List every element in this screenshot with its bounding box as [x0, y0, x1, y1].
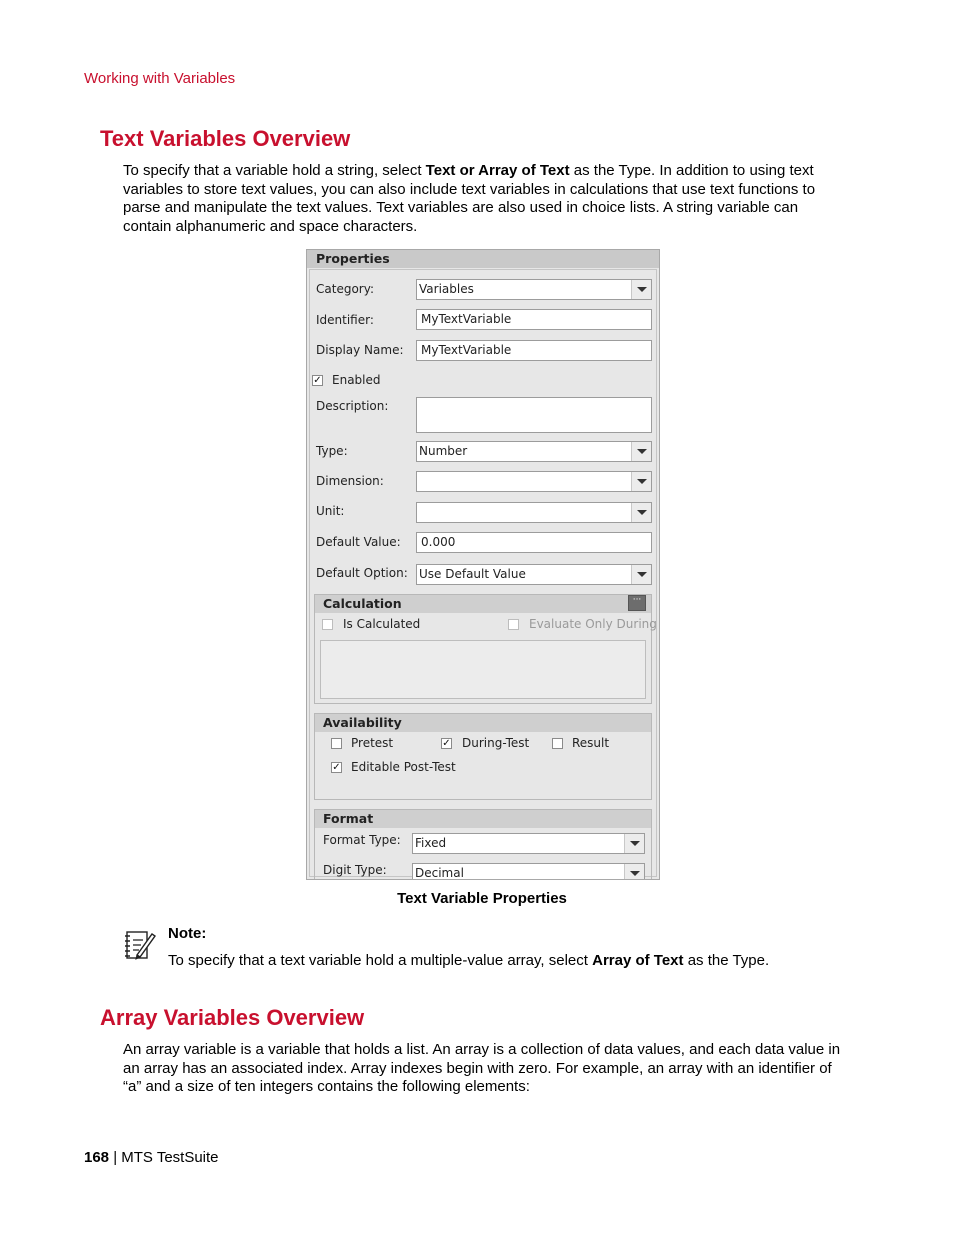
chevron-down-icon — [631, 472, 651, 491]
unit-dropdown[interactable] — [416, 502, 652, 523]
calculation-expression-box[interactable] — [320, 640, 646, 699]
note-text-part: To specify that a text variable hold a multiple-value array, select — [168, 952, 593, 969]
properties-panel-figure — [306, 249, 660, 880]
footer-product: MTS TestSuite — [121, 1149, 219, 1166]
para-text: To specify that a variable hold a string, select — [123, 162, 426, 179]
type-dropdown[interactable] — [416, 441, 652, 462]
footer-separator: | — [109, 1149, 122, 1166]
type-label: Type: — [316, 444, 348, 458]
para-text-cont: as the Type. In addition to using text variables to store text values, you can also include text variables in calculations that use text functions to parse and manipulate the text values. Text variables are also used in choice lists. A string variable can contain alphanumeric and space characters. — [123, 162, 816, 236]
chevron-down-icon — [631, 280, 651, 299]
evaluate-only-checkbox[interactable] — [508, 619, 519, 630]
is-calculated-checkbox[interactable] — [322, 619, 333, 630]
chevron-down-icon — [631, 503, 651, 522]
note-icon — [124, 928, 156, 962]
result-checkbox[interactable] — [552, 738, 563, 749]
text-variables-paragraph — [123, 162, 848, 237]
para-bold-type: Text or Array of Text — [425, 162, 570, 179]
properties-header: Properties — [307, 250, 659, 268]
chevron-down-icon — [624, 864, 644, 880]
description-label: Description: — [316, 399, 389, 413]
description-input[interactable] — [416, 397, 652, 433]
running-header: Working with Variables — [84, 70, 236, 87]
note-text — [168, 952, 769, 969]
figure-caption: Text Variable Properties — [397, 890, 567, 907]
default-option-dropdown[interactable] — [416, 564, 652, 585]
pretest-label: Pretest — [351, 736, 394, 750]
pretest-checkbox[interactable] — [331, 738, 342, 749]
format-type-dropdown[interactable] — [412, 833, 645, 854]
default-option-value: Use Default Value — [419, 567, 526, 581]
chevron-down-icon — [631, 442, 651, 461]
during-test-checkbox[interactable]: ✓ — [442, 738, 451, 749]
format-type-label: Format Type: — [323, 833, 401, 847]
display-name-label: Display Name: — [316, 343, 404, 357]
note-bold-type: Array of Text — [592, 952, 684, 969]
chevron-down-icon — [624, 834, 644, 853]
unit-label: Unit: — [316, 504, 345, 518]
editable-post-test-checkbox[interactable]: ✓ — [332, 762, 341, 773]
result-label: Result — [572, 736, 610, 750]
format-header: Format — [315, 810, 651, 828]
default-value-label: Default Value: — [316, 535, 401, 549]
enabled-checkbox[interactable]: ✓ — [313, 375, 322, 386]
page-number: 168 — [84, 1149, 110, 1166]
editable-post-test-label: Editable Post-Test — [351, 760, 456, 774]
calculation-editor-button[interactable]: ··· — [628, 595, 646, 611]
dimension-dropdown[interactable] — [416, 471, 652, 492]
digit-type-label: Digit Type: — [323, 863, 387, 877]
availability-header: Availability — [315, 714, 651, 732]
section-title-array-variables: Array Variables Overview — [100, 1005, 365, 1030]
chevron-down-icon — [631, 565, 651, 584]
calculation-header: Calculation — [315, 595, 651, 613]
note-title: Note: — [168, 925, 207, 942]
digit-type-value: Decimal — [415, 866, 464, 880]
identifier-input[interactable]: MyTextVariable — [416, 309, 652, 330]
dimension-label: Dimension: — [316, 474, 384, 488]
evaluate-only-label: Evaluate Only During — [529, 617, 657, 631]
section-title-text-variables: Text Variables Overview — [100, 126, 351, 151]
digit-type-dropdown[interactable] — [412, 863, 645, 880]
identifier-label: Identifier: — [316, 313, 374, 327]
category-label: Category: — [316, 282, 374, 296]
category-dropdown[interactable] — [416, 279, 652, 300]
page-footer — [84, 1149, 219, 1166]
type-value: Number — [419, 444, 468, 458]
note-text-end: as the Type. — [683, 952, 770, 969]
enabled-label: Enabled — [332, 373, 381, 387]
display-name-input[interactable]: MyTextVariable — [416, 340, 652, 361]
format-type-value: Fixed — [415, 836, 447, 850]
category-value: Variables — [419, 282, 474, 296]
array-variables-paragraph: An array variable is a variable that holds a list. An array is a collection of data values, and each data value in an array has an associated index. Array indexes begin with zero. For example, an array with an identifier of “a” and a size of ten integers contains the following elements: — [123, 1041, 841, 1096]
default-value-input[interactable]: 0.000 — [416, 532, 652, 553]
during-test-label: During-Test — [462, 736, 530, 750]
is-calculated-label: Is Calculated — [343, 617, 421, 631]
default-option-label: Default Option: — [316, 566, 408, 580]
